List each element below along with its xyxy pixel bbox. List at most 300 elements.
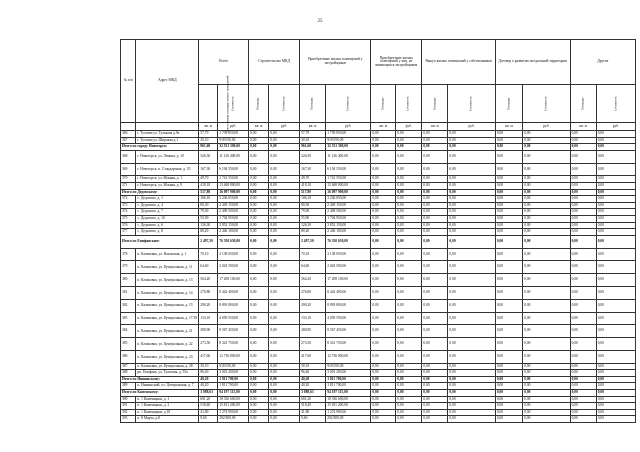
cost-cell: 2 043 500,00	[326, 261, 371, 274]
cost-cell: 0,00	[269, 416, 300, 423]
area-cell: 0,00	[570, 163, 596, 176]
cost-cell: 0,00	[269, 396, 300, 403]
area-cell: 167,30	[300, 163, 326, 176]
total-cost-cell: 2 449 150,00	[218, 202, 249, 209]
cost-cell: 0,00	[448, 416, 495, 423]
total-cost-cell: 12 736 800,00	[218, 350, 249, 363]
cost-cell: 0,00	[596, 131, 635, 138]
area-cell: 0,00	[371, 131, 396, 138]
area-cell: 0,00	[570, 390, 596, 397]
area-cell: 133,10	[300, 312, 326, 325]
cost-cell: 0,00	[448, 150, 495, 163]
total-area-cell: 9,60	[199, 416, 218, 423]
cost-cell: 0,00	[523, 409, 570, 416]
area-cell: 0,00	[495, 248, 522, 261]
area-cell: 0,00	[570, 131, 596, 138]
address-cell: п. 1 Каменщики, д. 1	[136, 396, 199, 403]
area-cell: 0,00	[249, 144, 269, 151]
total-area-cell: 30,10	[199, 137, 218, 144]
cost-cell: 4 059 550,00	[326, 312, 371, 325]
cost-cell: 0,00	[523, 196, 570, 203]
cost-cell: 0,00	[448, 403, 495, 410]
subtotal-label: Итого по городу Новогорск:	[121, 144, 199, 151]
total-area-cell: 601,20	[199, 396, 218, 403]
total-cost-cell: 3 001 200,00	[218, 370, 249, 377]
sub-header-cost: Стоимость	[448, 85, 495, 123]
cost-cell: 15 811 200,00	[326, 403, 371, 410]
cost-cell: 0,00	[269, 163, 300, 176]
area-cell: 0,00	[249, 189, 269, 196]
cost-cell: 0,00	[448, 137, 495, 144]
table-body	[121, 131, 636, 423]
area-cell: 106,10	[300, 196, 326, 203]
cost-cell: 0,00	[596, 286, 635, 299]
area-cell: 0,00	[422, 390, 448, 397]
area-cell: 0,00	[422, 235, 448, 248]
cost-cell: 0,00	[523, 137, 570, 144]
area-cell: 0,00	[570, 416, 596, 423]
area-cell: 0,00	[495, 229, 522, 236]
total-cost-cell: 918 050,00	[218, 363, 249, 370]
area-cell: 0,00	[371, 182, 396, 189]
area-cell: 0,00	[570, 150, 596, 163]
cost-cell: 0,00	[269, 390, 300, 397]
cost-cell: 0,00	[523, 312, 570, 325]
cost-cell: 0,00	[269, 222, 300, 229]
area-cell: 0,00	[495, 144, 522, 151]
total-cost-cell: 1 739 850,00	[218, 131, 249, 138]
area-cell: 0,00	[371, 222, 396, 229]
cost-cell: 0,00	[396, 137, 422, 144]
area-cell: 0,00	[495, 325, 522, 338]
area-cell: 0,00	[495, 131, 522, 138]
area-cell: 0,00	[570, 286, 596, 299]
cost-cell: 3 001 200,00	[326, 370, 371, 377]
area-cell: 0,00	[570, 325, 596, 338]
area-cell: 0,00	[570, 182, 596, 189]
area-cell: 961,60	[300, 144, 326, 151]
cost-cell: 0,00	[448, 196, 495, 203]
total-cost-cell: 1 811 700,00	[218, 376, 249, 383]
address-cell: п. Казановка, ул. Центральная, д. 28	[136, 363, 199, 370]
address-cell: г. Новогорск, ул. Южная, д. 9	[136, 182, 199, 189]
area-cell: 0,00	[422, 182, 448, 189]
area-cell: 0,00	[495, 383, 522, 390]
table-row	[121, 137, 636, 144]
sub-header-total-cost: Стоимость	[218, 85, 249, 123]
cost-cell: 0,00	[523, 202, 570, 209]
cost-cell: 2 446 100,00	[326, 229, 371, 236]
cost-cell: 12 736 800,00	[326, 350, 371, 363]
cost-cell: 0,00	[523, 274, 570, 287]
area-cell: 0,00	[371, 150, 396, 163]
cost-cell: 0,00	[523, 189, 570, 196]
cost-cell: 3 236 050,00	[326, 196, 371, 203]
area-cell: 0,00	[495, 235, 522, 248]
area-cell: 0,00	[570, 396, 596, 403]
cost-cell: 0,00	[269, 248, 300, 261]
total-area-cell: 564,20	[199, 274, 218, 287]
cost-cell: 0,00	[596, 390, 635, 397]
total-area-cell: 276,80	[199, 286, 218, 299]
cost-cell: 0,00	[396, 182, 422, 189]
unit-cell: руб.	[448, 123, 495, 131]
area-cell: 0,00	[249, 196, 269, 203]
area-cell: 0,00	[495, 390, 522, 397]
units-empty-cell	[136, 123, 199, 131]
address-cell: г. Новогорск, п. Стандартная, д. 35	[136, 163, 199, 176]
cost-cell: 0,00	[396, 229, 422, 236]
area-cell: 0,00	[371, 363, 396, 370]
row-number-cell: 387	[121, 363, 136, 370]
cost-cell: 0,00	[596, 363, 635, 370]
total-cost-cell: 2 138 050,00	[218, 248, 249, 261]
address-cell: рп. Епифань, ул. Тульская, д. 55а	[136, 370, 199, 377]
cost-cell: 0,00	[269, 235, 300, 248]
area-cell: 0,00	[422, 222, 448, 229]
cost-cell: 0,00	[269, 261, 300, 274]
cost-cell: 0,00	[396, 376, 422, 383]
unit-cell: кв. м	[570, 123, 596, 131]
area-cell: 417,60	[300, 350, 326, 363]
area-cell: 0,00	[249, 215, 269, 222]
cost-cell: 0,00	[448, 274, 495, 287]
cost-cell: 0,00	[269, 182, 300, 189]
cost-cell: 0,00	[448, 248, 495, 261]
cost-cell: 918 050,00	[326, 363, 371, 370]
total-area-cell: 290,20	[199, 299, 218, 312]
area-cell: 0,00	[495, 396, 522, 403]
cost-cell: 0,00	[448, 235, 495, 248]
area-cell: 0,00	[371, 350, 396, 363]
total-cost-cell: 4 059 550,00	[218, 312, 249, 325]
area-cell: 0,00	[249, 416, 269, 423]
total-area-cell: 3 088,63	[199, 390, 218, 397]
area-cell: 0,00	[570, 274, 596, 287]
cost-cell: 0,00	[448, 350, 495, 363]
cost-cell: 0,00	[396, 403, 422, 410]
area-cell: 0,00	[495, 209, 522, 216]
cost-cell: 1 811 700,00	[326, 376, 371, 383]
area-cell: 0,00	[570, 376, 596, 383]
cost-cell: 0,00	[596, 350, 635, 363]
cost-cell: 0,00	[523, 131, 570, 138]
total-area-cell: 80,30	[199, 202, 218, 209]
cost-cell: 0,00	[596, 248, 635, 261]
cost-cell: 0,00	[523, 350, 570, 363]
area-cell: 0,00	[249, 299, 269, 312]
cost-cell: 0,00	[448, 222, 495, 229]
cost-cell: 0,00	[523, 286, 570, 299]
area-cell: 0,00	[422, 383, 448, 390]
total-cost-cell: 1 704 950,00	[218, 215, 249, 222]
table-row	[121, 222, 636, 229]
cost-cell: 0,00	[269, 209, 300, 216]
cost-cell: 0,00	[269, 176, 300, 183]
cost-cell: 0,00	[596, 261, 635, 274]
area-cell: 80,30	[300, 202, 326, 209]
total-cost-cell: 292 800,00	[218, 416, 249, 423]
area-cell: 30,10	[300, 363, 326, 370]
area-cell: 0,00	[422, 137, 448, 144]
area-cell: 0,00	[371, 390, 396, 397]
area-cell: 0,00	[422, 202, 448, 209]
area-cell: 96,40	[300, 370, 326, 377]
table-row	[121, 229, 636, 236]
total-area-cell: 417,60	[199, 350, 218, 363]
cost-cell: 16 097 900,00	[326, 189, 371, 196]
area-cell: 0,00	[495, 196, 522, 203]
area-cell: 0,00	[422, 163, 448, 176]
cost-cell: 0,00	[396, 383, 422, 390]
area-cell: 0,00	[495, 403, 522, 410]
cost-cell: 0,00	[448, 370, 495, 377]
cost-cell: 0,00	[269, 325, 300, 338]
area-cell: 0,00	[570, 409, 596, 416]
cost-cell: 0,00	[396, 131, 422, 138]
area-cell: 0,00	[495, 376, 522, 383]
sub-header-area: Площадь	[371, 85, 396, 123]
area-cell: 0,00	[495, 163, 522, 176]
cost-cell: 3 852 150,00	[326, 222, 371, 229]
area-cell: 0,00	[371, 286, 396, 299]
unit-cell: руб.	[269, 123, 300, 131]
cost-cell: 94 197 115,00	[326, 390, 371, 397]
cost-cell: 0,00	[596, 312, 635, 325]
cost-cell: 0,00	[269, 274, 300, 287]
area-cell: 0,00	[495, 409, 522, 416]
area-cell: 0,00	[371, 403, 396, 410]
area-cell: 273,50	[300, 338, 326, 351]
subtotal-label: Итого по Каменскому:	[121, 390, 199, 397]
unit-cell: руб.	[396, 123, 422, 131]
table-row	[121, 403, 636, 410]
cost-cell: 0,00	[448, 396, 495, 403]
subtotal-row	[121, 235, 636, 248]
area-cell: 0,00	[249, 261, 269, 274]
row-number-cell: 383	[121, 312, 136, 325]
cost-cell: 0,00	[396, 150, 422, 163]
cost-cell: 0,00	[448, 229, 495, 236]
area-cell: 0,00	[371, 163, 396, 176]
address-cell: п. Казановка, ул. Центральная, д. 22	[136, 338, 199, 351]
row-number-cell: 388	[121, 370, 136, 377]
col-address-header: Адрес МКД	[136, 40, 199, 123]
cost-cell: 0,00	[448, 176, 495, 183]
total-cost-cell: 8 893 800,00	[218, 299, 249, 312]
cost-cell: 0,00	[396, 325, 422, 338]
cost-cell: 13 468 800,00	[326, 182, 371, 189]
cost-cell: 0,00	[396, 189, 422, 196]
address-cell: п. 1 Каменщики, д. 2	[136, 403, 199, 410]
cost-cell: 18 336 600,00	[326, 396, 371, 403]
total-cost-cell: 94 197 115,00	[218, 390, 249, 397]
cost-cell: 0,00	[448, 131, 495, 138]
cost-cell: 292 800,00	[326, 416, 371, 423]
table-row	[121, 383, 636, 390]
cost-cell: 0,00	[523, 363, 570, 370]
table-row	[121, 248, 636, 261]
area-cell: 0,00	[422, 396, 448, 403]
area-cell: 418,10	[300, 182, 326, 189]
row-number-cell: 368	[121, 150, 136, 163]
cost-cell: 0,00	[523, 338, 570, 351]
area-cell: 0,00	[422, 196, 448, 203]
unit-cell: руб.	[218, 123, 249, 131]
cost-cell: 0,00	[596, 325, 635, 338]
cost-cell: 0,00	[269, 202, 300, 209]
area-cell: 0,00	[371, 189, 396, 196]
sub-header-area: Площадь	[300, 85, 326, 123]
cost-cell: 0,00	[269, 312, 300, 325]
cost-cell: 0,00	[596, 396, 635, 403]
area-cell: 0,00	[249, 363, 269, 370]
area-cell: 0,00	[249, 383, 269, 390]
cost-cell: 0,00	[396, 248, 422, 261]
cost-cell: 0,00	[269, 137, 300, 144]
area-cell: 0,00	[495, 202, 522, 209]
table-row	[121, 163, 636, 176]
area-cell: 0,00	[570, 383, 596, 390]
area-cell: 0,00	[422, 189, 448, 196]
address-cell: г. Тулоева ул. Широкая д.1	[136, 137, 199, 144]
total-cost-cell: 11 126 400,00	[218, 150, 249, 163]
cost-cell: 0,00	[269, 350, 300, 363]
area-cell: 0,00	[422, 176, 448, 183]
area-cell: 0,00	[570, 189, 596, 196]
cost-cell: 0,00	[396, 163, 422, 176]
cost-cell: 0,00	[269, 196, 300, 203]
total-area-cell: 96,40	[199, 370, 218, 377]
cost-cell: 0,00	[448, 182, 495, 189]
area-cell: 0,00	[371, 370, 396, 377]
cost-cell: 11 126 400,00	[326, 150, 371, 163]
cost-cell: 0,00	[396, 299, 422, 312]
total-area-cell: 41,80	[199, 409, 218, 416]
cost-cell: 0,00	[269, 286, 300, 299]
total-cost-cell: 2 446 100,00	[218, 229, 249, 236]
row-number-cell: 367	[121, 137, 136, 144]
area-cell: 0,00	[249, 150, 269, 163]
cost-cell: 0,00	[396, 350, 422, 363]
area-cell: 518,40	[300, 403, 326, 410]
cost-cell: 0,00	[396, 222, 422, 229]
area-cell: 0,00	[422, 416, 448, 423]
subtotal-label: Итого по Дедовскому:	[121, 189, 199, 196]
area-cell: 0,00	[495, 338, 522, 351]
unit-cell: кв. м	[199, 123, 218, 131]
table-row	[121, 299, 636, 312]
address-cell: п. Казановка, ул. Центральная, д. 23	[136, 350, 199, 363]
area-cell: 0,00	[249, 229, 269, 236]
area-cell: 0,00	[249, 131, 269, 138]
area-cell: 0,00	[422, 363, 448, 370]
table-row	[121, 215, 636, 222]
cost-cell: 0,00	[269, 299, 300, 312]
cost-cell: 0,00	[269, 189, 300, 196]
cost-cell: 0,00	[596, 229, 635, 236]
address-cell: п. Казановка, ул. Центральная, д. 13	[136, 274, 199, 287]
area-cell: 0,00	[371, 376, 396, 383]
area-cell: 70,10	[300, 248, 326, 261]
area-cell: 0,00	[422, 209, 448, 216]
total-area-cell: 40,20	[199, 376, 218, 383]
cost-cell: 0,00	[396, 338, 422, 351]
area-cell: 80,20	[300, 229, 326, 236]
cost-cell: 0,00	[396, 196, 422, 203]
cost-cell: 0,00	[269, 144, 300, 151]
unit-cell: руб.	[523, 123, 570, 131]
area-cell: 0,00	[249, 222, 269, 229]
area-cell: 0,00	[570, 222, 596, 229]
cost-cell: 0,00	[596, 376, 635, 383]
area-cell: 0,00	[422, 338, 448, 351]
units-empty-cell	[121, 123, 136, 131]
area-cell: 0,00	[249, 312, 269, 325]
cost-cell: 0,00	[396, 261, 422, 274]
area-cell: 0,00	[422, 229, 448, 236]
area-cell: 0,00	[249, 325, 269, 338]
cost-cell: 0,00	[523, 416, 570, 423]
cost-cell: 0,00	[396, 176, 422, 183]
area-cell: 0,00	[249, 202, 269, 209]
table-row	[121, 409, 636, 416]
unit-cell: кв. м	[495, 123, 522, 131]
cost-cell: 17 208 100,00	[326, 274, 371, 287]
area-cell: 0,00	[495, 150, 522, 163]
cost-cell: 2 409 500,00	[326, 209, 371, 216]
row-number-cell: 389	[121, 383, 136, 390]
area-cell: 0,00	[570, 403, 596, 410]
row-number-cell: 379	[121, 261, 136, 274]
group-nondeveloper-purchase-header: Приобретение жилых помещений у лиц, не являющихся застройщиком	[371, 40, 422, 85]
sub-header-resettled-area: Расселяемая площадь жилых помещений	[199, 85, 218, 123]
cost-cell: 0,00	[596, 235, 635, 248]
cost-cell: 0,00	[269, 403, 300, 410]
total-area-cell: 2 497,50	[199, 235, 218, 248]
total-cost-cell: 1 811 700,00	[218, 383, 249, 390]
area-cell: 0,00	[495, 286, 522, 299]
cost-cell: 1 739 850,00	[326, 131, 371, 138]
area-cell: 0,00	[570, 215, 596, 222]
row-number-cell: 384	[121, 325, 136, 338]
area-cell: 0,00	[422, 131, 448, 138]
area-cell: 0,00	[570, 261, 596, 274]
cost-cell: 0,00	[523, 248, 570, 261]
resettlement-table	[120, 39, 636, 423]
area-cell: 276,80	[300, 286, 326, 299]
cost-cell: 0,00	[396, 286, 422, 299]
area-cell: 0,00	[422, 261, 448, 274]
table-row	[121, 196, 636, 203]
sub-header-cost: Стоимость	[326, 85, 371, 123]
area-cell: 0,00	[495, 261, 522, 274]
area-cell: 290,20	[300, 299, 326, 312]
area-cell: 0,00	[249, 370, 269, 377]
area-cell: 0,00	[570, 202, 596, 209]
cost-cell: 0,00	[523, 396, 570, 403]
cost-cell: 0,00	[596, 202, 635, 209]
area-cell: 0,00	[371, 215, 396, 222]
cost-cell: 0,00	[448, 209, 495, 216]
area-cell: 0,00	[371, 229, 396, 236]
row-number-cell: 369	[121, 163, 136, 176]
cost-cell: 0,00	[523, 176, 570, 183]
area-cell: 0,00	[371, 274, 396, 287]
sub-header-cost: Стоимость	[396, 85, 422, 123]
page-number: 25	[317, 19, 323, 24]
table-row	[121, 396, 636, 403]
